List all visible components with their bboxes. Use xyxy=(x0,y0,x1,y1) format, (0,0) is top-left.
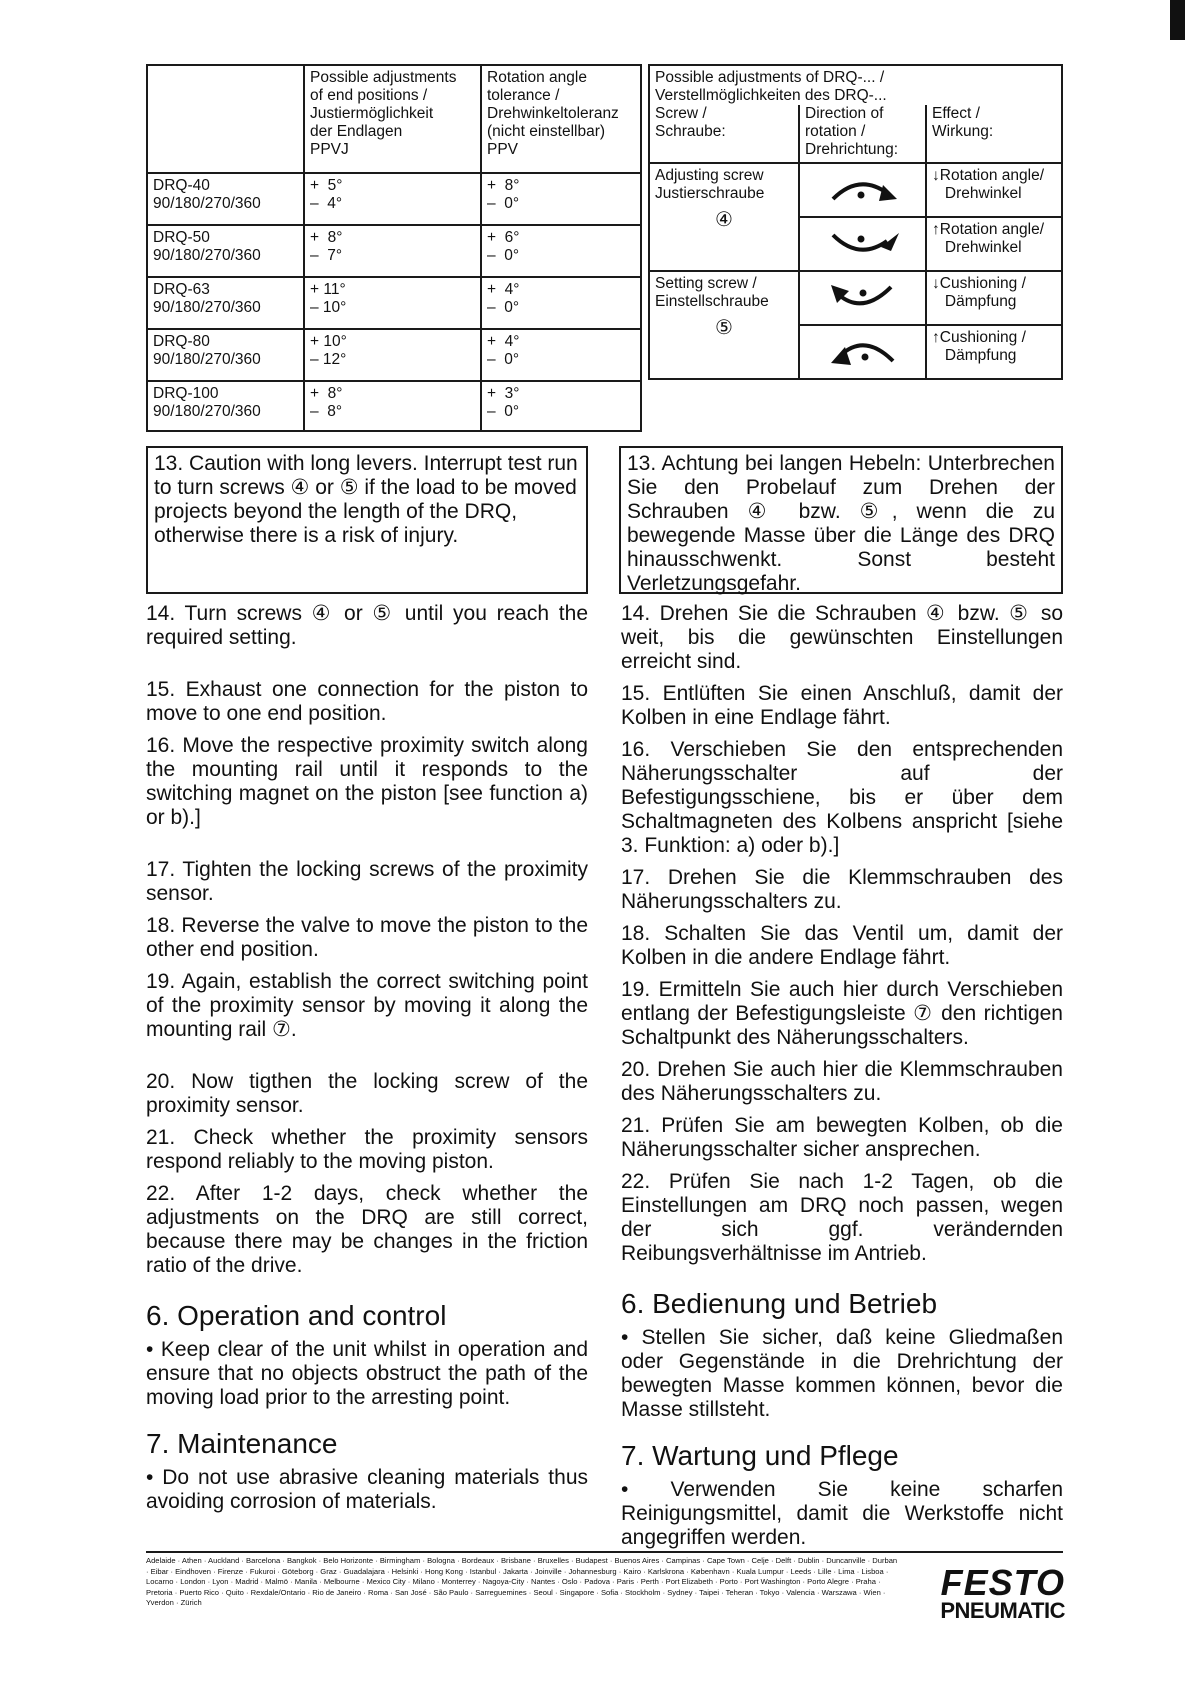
corner-mark xyxy=(1170,0,1185,40)
step-19-de: 19. Ermitteln Sie auch hier durch Verschieben entlang der Befestigungsleiste ⑦ den richtigen Schaltpunkt des Näherungsschalters. xyxy=(621,978,1063,1049)
step-18-de: 18. Schalten Sie das Ventil um, damit der Kolben in die andere Endlage fährt. xyxy=(621,922,1063,969)
table-row xyxy=(147,381,641,431)
header-screw: Screw / Schraube: xyxy=(649,105,799,163)
rotation-tolerance-cell: + 4° – 0° xyxy=(481,277,641,329)
effect-cell: ↑Cushioning / Dämpfung xyxy=(926,325,1062,379)
effect-cell: ↓Rotation angle/ Drehwinkel xyxy=(926,163,1062,217)
section-6-heading-en: 6. Operation and control xyxy=(146,1300,447,1331)
step-14-de: 14. Drehen Sie die Schrauben ④ bzw. ⑤ so weit, bis die gewünschten Einstellungen erreicht sind. xyxy=(621,602,1063,673)
step-21-de: 21. Prüfen Sie am bewegten Kolben, ob die Näherungsschalter sicher ansprechen. xyxy=(621,1114,1063,1161)
adjustment-table xyxy=(146,64,642,432)
header-empty xyxy=(147,65,304,173)
setting-screw-number: ⑤ xyxy=(715,317,733,339)
end-position-cell: + 5° – 4° xyxy=(304,173,481,225)
adjusting-screw-row xyxy=(649,163,1062,217)
step-20-de: 20. Drehen Sie auch hier die Klemmschrauben des Näherungsschalters zu. xyxy=(621,1058,1063,1105)
german-column xyxy=(621,602,1063,1550)
rotate-counterclockwise-under-icon xyxy=(823,227,903,261)
direction-cell xyxy=(799,163,926,217)
step-20-en: 20. Now tigthen the locking screw of the proximity sensor. xyxy=(146,1070,588,1117)
end-position-cell: + 8° – 8° xyxy=(304,381,481,431)
rotation-tolerance-cell: + 4° – 0° xyxy=(481,329,641,381)
step-22-en: 22. After 1-2 days, check whether the adjustments on the DRQ are still correct, because there may be changes in the friction ratio of the drive. xyxy=(146,1182,588,1277)
rotation-tolerance-cell: + 8° – 0° xyxy=(481,173,641,225)
model-cell: DRQ-100 90/180/270/360 xyxy=(147,381,304,431)
caution-text-english: 13. Caution with long levers. Interrupt test run to turn screws ④ or ⑤ if the load to be moved projects beyond the length of the DRQ, otherwise there is a risk of injury. xyxy=(154,452,578,547)
english-column xyxy=(146,602,588,1514)
rotate-under-arrow-left-icon xyxy=(823,281,903,315)
model-cell: DRQ-40 90/180/270/360 xyxy=(147,173,304,225)
step-15-de: 15. Entlüften Sie einen Anschluß, damit der Kolben in eine Endlage fährt. xyxy=(621,682,1063,729)
table-row xyxy=(147,329,641,381)
table-row xyxy=(147,225,641,277)
step-22-de: 22. Prüfen Sie nach 1-2 Tagen, ob die Einstellungen am DRQ noch passen, wegen der sich ggf. verändernden Reibungsverhältnisse im Antrieb. xyxy=(621,1170,1063,1265)
effect-table-title-row xyxy=(649,65,1062,105)
adjusting-screw-number: ④ xyxy=(715,209,733,231)
header-direction: Direction of rotation / Drehrichtung: xyxy=(799,105,926,163)
section-6-heading-de: 6. Bedienung und Betrieb xyxy=(621,1288,938,1319)
caution-text-german: 13. Achtung bei langen Hebeln: Unterbrechen Sie den Probelauf zum Drehen der Schrauben ④ bzw. ⑤, wenn die zu bewegende Masse über die Länge des DRQ hinausschwenkt. Sonst besteht Verletzungsgefahr. xyxy=(627,452,1055,595)
direction-cell xyxy=(799,325,926,379)
header-end-positions: Possible adjustments of end positions / Justiermöglichkeit der Endlagen PPVJ xyxy=(304,65,481,173)
adjusting-screw-cell: Adjusting screw Justierschraube ④ xyxy=(649,163,799,271)
direction-cell xyxy=(799,271,926,325)
step-15-en: 15. Exhaust one connection for the piston to move to one end position. xyxy=(146,678,588,725)
step-21-en: 21. Check whether the proximity sensors respond reliably to the moving piston. xyxy=(146,1126,588,1173)
step-19-en: 19. Again, establish the correct switching point of the proximity sensor by moving it along the mounting rail ⑦. xyxy=(146,970,588,1041)
rotate-over-arrow-left-icon xyxy=(823,335,903,369)
caution-box-german xyxy=(619,446,1063,594)
step-16-en: 16. Move the respective proximity switch along the mounting rail until it responds to the switching magnet on the piston [see function a) or b).] xyxy=(146,734,588,829)
effect-table-title: Possible adjustments of DRQ-... / Verstellmöglichkeiten des DRQ-... xyxy=(649,65,1062,105)
setting-screw-cell: Setting screw / Einstellschraube ⑤ xyxy=(649,271,799,379)
table-row xyxy=(147,173,641,225)
end-position-cell: + 10° – 12° xyxy=(304,329,481,381)
operation-text-en: • Keep clear of the unit whilst in operation and ensure that no objects obstruct the path of the moving load prior to the arresting point. xyxy=(146,1338,588,1409)
adjustment-table-header xyxy=(147,65,641,173)
header-effect: Effect / Wirkung: xyxy=(926,105,1062,163)
effect-table-header xyxy=(649,105,1062,163)
direction-cell xyxy=(799,217,926,271)
end-position-cell: + 8° – 7° xyxy=(304,225,481,277)
maintenance-text-de: • Verwenden Sie keine scharfen Reinigungsmittel, damit die Werkstoffe nicht angegriffen werden. xyxy=(621,1478,1063,1549)
effect-cell: ↓Cushioning / Dämpfung xyxy=(926,271,1062,325)
header-rotation-tolerance: Rotation angle tolerance / Drehwinkeltoleranz (nicht einstellbar) PPV xyxy=(481,65,641,173)
rotation-tolerance-cell: + 3° – 0° xyxy=(481,381,641,431)
model-cell: DRQ-50 90/180/270/360 xyxy=(147,225,304,277)
operation-text-de: • Stellen Sie sicher, daß keine Gliedmaßen oder Gegenstände in die Drehrichtung der bewegten Masse kommen können, bevor die Masse stillsteht. xyxy=(621,1326,1063,1421)
setting-screw-row xyxy=(649,271,1062,325)
logo-festo: FESTO xyxy=(940,1562,1065,1603)
screw-effect-table xyxy=(648,64,1063,380)
model-cell: DRQ-80 90/180/270/360 xyxy=(147,329,304,381)
effect-cell: ↑Rotation angle/ Drehwinkel xyxy=(926,217,1062,271)
table-row xyxy=(147,277,641,329)
step-16-de: 16. Verschieben Sie den entsprechenden Näherungsschalter auf der Befestigungsschiene, bis er über dem Schaltmagneten des Kolbens anspricht [siehe 3. Funktion: a) oder b).] xyxy=(621,738,1063,857)
step-18-en: 18. Reverse the valve to move the piston to the other end position. xyxy=(146,914,588,961)
footer-divider xyxy=(146,1551,1063,1553)
festo-logo xyxy=(910,1562,1065,1623)
logo-pneumatic: PNEUMATIC xyxy=(940,1598,1065,1623)
footer-city-list: Adelaide · Athen · Auckland · Barcelona · Bangkok · Belo Horizonte · Birmingham · Bologna · Bordeaux · Brisbane · Bruxelles · Budapest · Buenos Aires · Campinas · Cape Town · Celje · Delft · Dublin · Duncanville · Durban · Eibar · Eindhoven · Firenze · Fukuroi · Göteborg · Graz · Guadalajara · Helsinki · Hong Kong · Istanbul · Jakarta · Joinville · Johannesburg · Kairo · Karlskrona · København · Kuala Lumpur · Leeds · Lille · Lima · Lisboa · Locarno · London · Lyon · Madrid · Malmö · Manila · Melbourne · Mexico City · Milano · Monterrey · Nagoya-City · Nantes · Oslo · Padova · Paris · Perth · Port Elizabeth · Porto · Port Washington · Porto Alegre · Praha · Pretoria · Puerto Rico · Quito · Rexdale/Ontario · Rio de Janeiro · Roma · San José · São Paulo · Sarreguemines · Seoul · Singapore · Sofia · Stockholm · Sydney · Taipei · Teheran · Tokyo · Valencia · Warszawa · Wien · Yverdon · Zürich xyxy=(146,1556,898,1607)
end-position-cell: + 11° – 10° xyxy=(304,277,481,329)
step-17-en: 17. Tighten the locking screws of the proximity sensor. xyxy=(146,858,588,905)
section-7-heading-de: 7. Wartung und Pflege xyxy=(621,1440,899,1471)
maintenance-text-en: • Do not use abrasive cleaning materials thus avoiding corrosion of materials. xyxy=(146,1466,588,1513)
section-7-heading-en: 7. Maintenance xyxy=(146,1428,338,1459)
model-cell: DRQ-63 90/180/270/360 xyxy=(147,277,304,329)
caution-box-english xyxy=(146,446,588,594)
step-14-en: 14. Turn screws ④ or ⑤ until you reach the required setting. xyxy=(146,602,588,649)
rotation-tolerance-cell: + 6° – 0° xyxy=(481,225,641,277)
step-17-de: 17. Drehen Sie die Klemmschrauben des Näherungsschalters zu. xyxy=(621,866,1063,913)
rotate-clockwise-over-icon xyxy=(823,173,903,207)
